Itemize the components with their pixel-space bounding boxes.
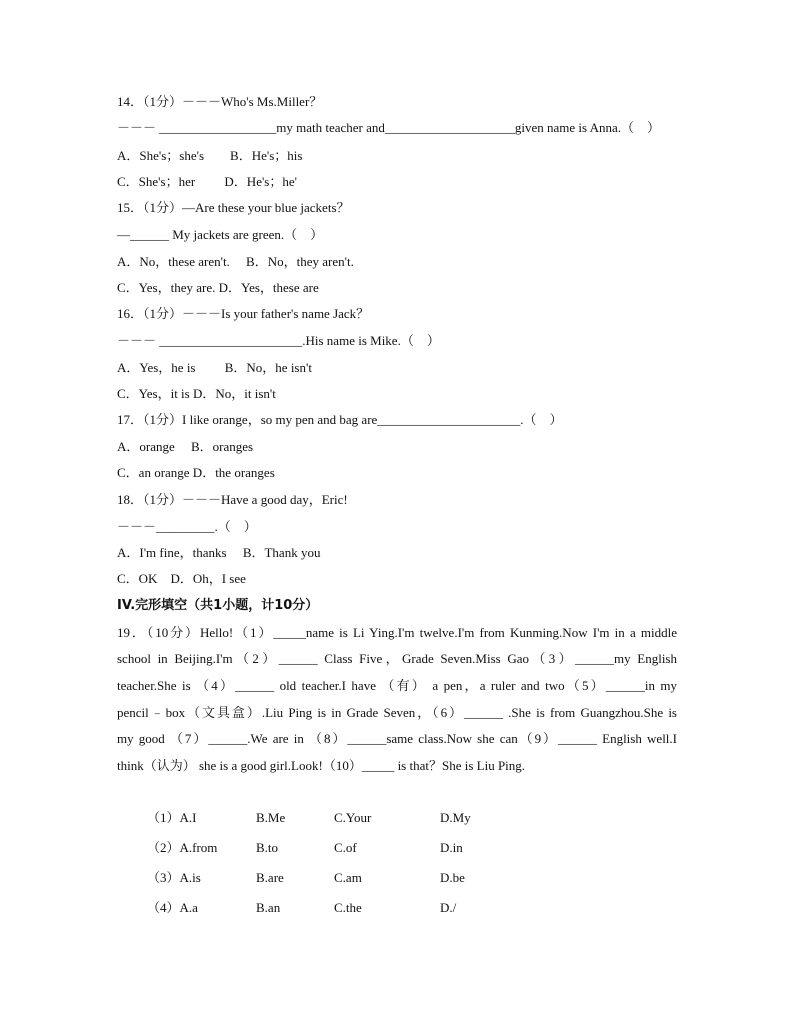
option-d: D./: [440, 900, 457, 915]
q16-prompt: －－－ ______________________.His name is Mike.（ ）: [117, 333, 440, 348]
option-b: B.are: [256, 870, 284, 885]
q17-options-ab: A．orange B．oranges: [117, 439, 254, 454]
option-a: （4）A.a: [147, 900, 198, 915]
passage-line: 19．（10分）Hello!（1）_____name is Li Ying.I'm twelve.I'm from Kunming.Now I'm in a middle: [117, 625, 677, 640]
q14-options-ab: A．She's；she's B．He's；his: [117, 148, 303, 163]
q15-options-cd: C．Yes，they are. D．Yes，these are: [117, 280, 319, 295]
passage-line: my good （7）______.We are in （8）______same class.Now she can（9）______ English well.I: [117, 731, 677, 746]
option-d: D.be: [440, 870, 465, 885]
passage-line: think（认为） she is a good girl.Look!（10）_____ is that？She is Liu Ping.: [117, 758, 526, 773]
option-c: C.the: [334, 900, 362, 915]
q15-stem: 15．（1分）—Are these your blue jackets？: [117, 200, 350, 215]
q18-options-ab: A．I'm fine，thanks B．Thank you: [117, 545, 321, 560]
option-c: C.am: [334, 870, 362, 885]
q14-stem: 14．（1分）－－－Who's Ms.Miller？: [117, 94, 323, 109]
option-b: B.Me: [256, 810, 286, 825]
q14-options-cd: C．She's；her D．He's；he': [117, 174, 297, 189]
option-b: B.an: [256, 900, 281, 915]
q16-options-cd: C．Yes，it is D．No，it isn't: [117, 386, 276, 401]
q18-options-cd: C．OK D．Oh，I see: [117, 571, 246, 586]
passage-line: teacher.She is （4）______ old teacher.I have （有） a pen，a ruler and two（5）______in my: [117, 678, 677, 693]
q18-prompt: －－－_________.（ ）: [117, 519, 257, 534]
q16-stem: 16．（1分）－－－Is your father's name Jack？: [117, 306, 370, 321]
option-c: C.of: [334, 840, 357, 855]
q15-options-ab: A．No，these aren't. B．No，they aren't.: [117, 254, 354, 269]
q18-stem: 18．（1分）－－－Have a good day，Eric!: [117, 492, 348, 507]
q14-prompt: －－－ __________________my math teacher and____________________given name is Anna.（ ）: [117, 120, 661, 135]
option-a: （1）A.I: [147, 810, 197, 825]
option-b: B.to: [256, 840, 279, 855]
option-d: D.My: [440, 810, 471, 825]
q16-options-ab: A．Yes，he is B．No，he isn't: [117, 360, 312, 375]
passage-line: pencil﹣box（文具盒）.Liu Ping is in Grade Seven，（6）______ .She is from Guangzhou.She is: [117, 705, 677, 720]
option-c: C.Your: [334, 810, 372, 825]
q15-prompt: —______ My jackets are green.（ ）: [117, 227, 324, 242]
q17-stem: 17．（1分）I like orange，so my pen and bag are______________________.（ ）: [117, 412, 563, 427]
option-a: （2）A.from: [147, 840, 218, 855]
passage-line: school in Beijing.I'm（2）______ Class Five，Grade Seven.Miss Gao（3）______my English: [117, 651, 677, 666]
option-a: （3）A.is: [147, 870, 201, 885]
option-d: D.in: [440, 840, 463, 855]
q17-options-cd: C．an orange D．the oranges: [117, 465, 275, 480]
section-heading: IV.完形填空（共1小题，计10分）: [117, 598, 319, 613]
